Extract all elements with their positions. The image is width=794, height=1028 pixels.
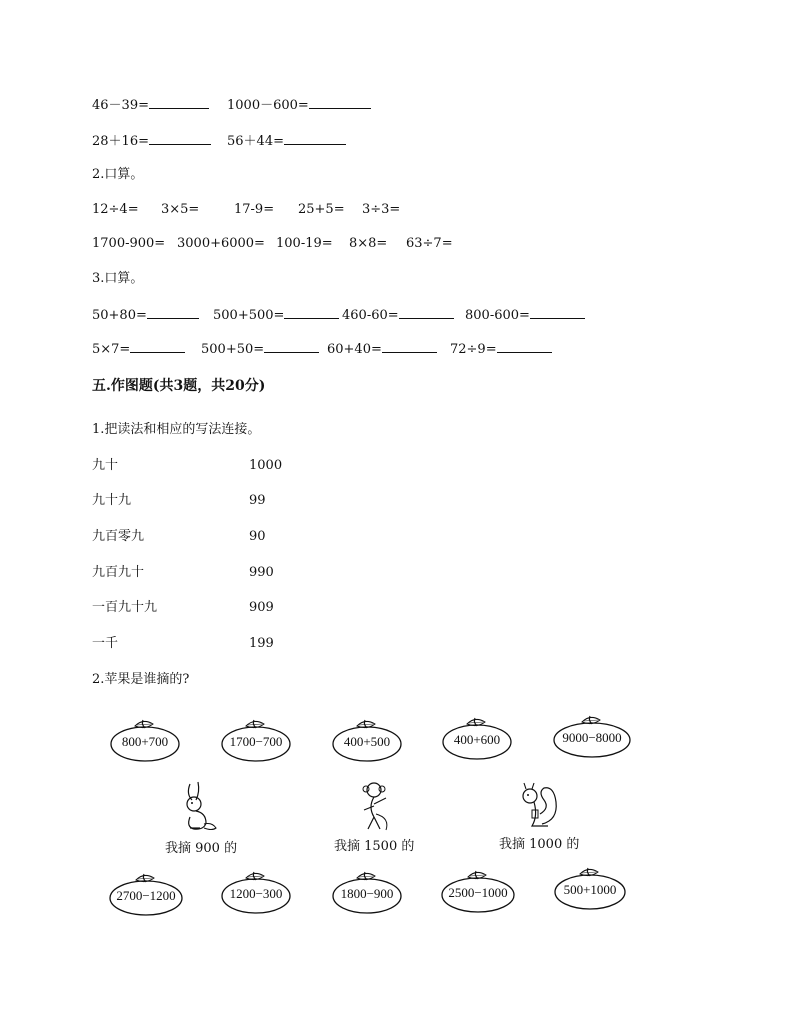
problem: 500+50= xyxy=(201,340,319,358)
reading-label: 一千 xyxy=(92,636,119,651)
squirrel-caption: 我摘 1000 的 xyxy=(499,837,580,852)
problem: 800-600= xyxy=(465,306,585,324)
rabbit-icon xyxy=(176,780,224,836)
apple-label: 500+1000 xyxy=(563,882,617,897)
problem: 72÷9= xyxy=(450,340,552,358)
problem: 63÷7= xyxy=(406,236,453,251)
problem: 50+80= xyxy=(92,306,199,324)
section-5-title: 五.作图题(共3题，共20分) xyxy=(92,378,266,394)
apple[interactable] xyxy=(220,718,292,764)
reading-label: 九百零九 xyxy=(92,529,145,544)
problem-28-16: 28＋16= xyxy=(92,132,211,150)
number-label: 99 xyxy=(249,493,266,508)
problem: 3000+6000= xyxy=(177,236,265,251)
apple[interactable] xyxy=(441,716,513,762)
apple-label: 800+700 xyxy=(121,734,169,749)
apple-label: 400+500 xyxy=(343,734,391,749)
apple[interactable] xyxy=(553,866,627,912)
reading-label: 九百九十 xyxy=(92,565,145,580)
apple-label: 9000−8000 xyxy=(562,730,622,745)
problem-56-44: 56＋44= xyxy=(227,132,346,150)
apple[interactable] xyxy=(552,714,632,760)
problem: 12÷4= xyxy=(92,202,139,217)
apple[interactable] xyxy=(108,872,184,918)
reading-label: 九十九 xyxy=(92,493,132,508)
problem: 17-9= xyxy=(234,202,275,217)
problem-46-39: 46－39= xyxy=(92,96,209,114)
problem: 100-19= xyxy=(276,236,333,251)
number-label: 199 xyxy=(249,636,274,651)
apple-label: 2700−1200 xyxy=(116,888,176,903)
rabbit-caption: 我摘 900 的 xyxy=(165,841,238,856)
problem-1000-600: 1000－600= xyxy=(227,96,371,114)
number-label: 1000 xyxy=(249,458,283,473)
monkey-icon xyxy=(354,778,398,838)
apple-label: 2500−1000 xyxy=(448,885,508,900)
question-3-title: 3.口算。 xyxy=(92,271,144,286)
problem: 3×5= xyxy=(161,202,200,217)
problem: 500+500= xyxy=(213,306,339,324)
reading-label: 一百九十九 xyxy=(92,600,158,615)
apple-label: 400+600 xyxy=(453,732,501,747)
section-5-q1-title: 1.把读法和相应的写法连接。 xyxy=(92,422,261,437)
problem: 60+40= xyxy=(327,340,437,358)
problem: 1700-900= xyxy=(92,236,166,251)
problem: 25+5= xyxy=(298,202,345,217)
apple-label: 1700−700 xyxy=(229,734,283,749)
question-2-title: 2.口算。 xyxy=(92,167,144,182)
apple-label: 1200−300 xyxy=(229,886,283,901)
squirrel-icon xyxy=(516,780,562,834)
reading-label: 九十 xyxy=(92,458,119,473)
number-label: 90 xyxy=(249,529,266,544)
problem: 8×8= xyxy=(349,236,388,251)
problem: 3÷3= xyxy=(362,202,401,217)
number-label: 909 xyxy=(249,600,274,615)
apple[interactable] xyxy=(109,718,181,764)
problem: 460-60= xyxy=(342,306,454,324)
apple[interactable] xyxy=(331,718,403,764)
monkey-caption: 我摘 1500 的 xyxy=(334,839,415,854)
apple-label: 1800−900 xyxy=(340,886,394,901)
problem: 5×7= xyxy=(92,340,185,358)
apple[interactable] xyxy=(331,870,403,916)
section-5-q2-title: 2.苹果是谁摘的? xyxy=(92,672,190,687)
apple[interactable] xyxy=(440,869,516,915)
apple[interactable] xyxy=(220,870,292,916)
number-label: 990 xyxy=(249,565,274,580)
